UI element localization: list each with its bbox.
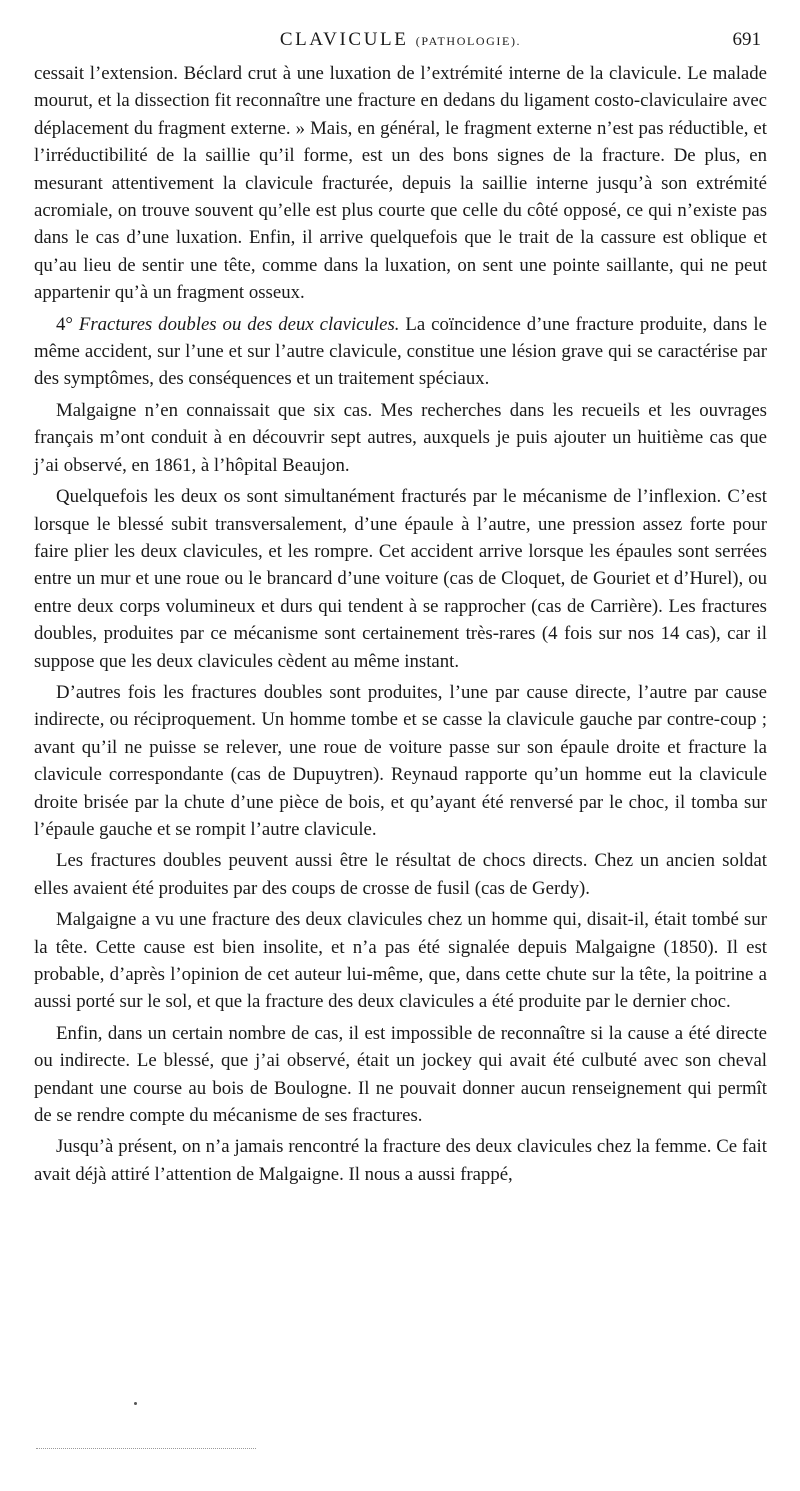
running-title — [34, 28, 767, 53]
section-intro-text: La coïncidence d’une fracture produite, dans le même accident, sur l’une et sur l’autre clavicule, constitue une lésion grave qui se caractérise par des symptômes, des conséquences et un traitement spéciaux. — [34, 313, 767, 390]
paragraph-unknown-cause: Enfin, dans un certain nombre de cas, il est impossible de reconnaître si la cause a été directe ou indirecte. Le blessé, que j’ai observé, était un jockey qui avait été culbuté avec son cheval pendant une course au bois de Boulogne. Il ne pouvait donner aucun renseignement qui permît de se rendre compte du mécanisme de ses fractures. — [34, 1022, 767, 1127]
footer-dotted-rule — [36, 1448, 256, 1449]
section-number: 4° — [56, 313, 73, 335]
print-speck — [134, 1402, 137, 1405]
paragraph-direct-shocks: Les fractures doubles peuvent aussi être le résultat de chocs directs. Chez un ancien soldat elles avaient été produites par des coups de crosse de fusil (cas de Gerdy). — [34, 850, 767, 899]
body-text — [34, 60, 767, 1188]
paragraph-inflexion: Quelquefois les deux os sont simultanément fracturés par le mécanisme de l’inflexion. C’est lorsque le blessé subit transversalement, d’une épaule à l’autre, une pression assez forte pour faire plier les deux clavicules, et les rompre. Cet accident arrive lorsque les épaules sont serrées entre un mur et une roue ou le brancard d’une voiture (cas de Cloquet, de Gouriet et d’Hurel), ou entre deux corps volumineux et durs qui tendent à se rapprocher (cas de Carrière). Les fractures doubles, produites par ce mécanisme sont certainement très-rares (4 fois sur nos 14 cas), car il suppose que les deux clavicules cèdent au même instant. — [34, 486, 767, 672]
paragraph-women: Jusqu’à présent, on n’a jamais rencontré la fracture des deux clavicules chez la femme. Ce fait avait déjà attiré l’attention de Malgaigne. Il nous a aussi frappé, — [34, 1136, 767, 1185]
running-head — [34, 0, 767, 50]
paragraph-double-fractures — [34, 311, 767, 393]
paragraph-malgaigne-cases: Malgaigne n’en connaissait que six cas. Mes recherches dans les recueils et les ouvrages français m’ont conduit à en découvrir sept autres, auxquels je puis ajouter un huitième cas que j’ai observé, en 1861, à l’hôpital Beaujon. — [34, 399, 767, 476]
running-title-subtitle: (PATHOLOGIE). — [415, 34, 522, 48]
paragraph-direct-indirect: D’autres fois les fractures doubles sont produites, l’une par cause directe, l’autre par cause indirecte, ou réciproquement. Un homme tombe et se casse la clavicule gauche par contre-coup ; avant qu’il ne puisse se relever, une roue de voiture passe sur son épaule droite et fracture la clavicule correspondante (cas de Dupuytren). Reynaud rapporte qu’un homme eut la clavicule droite brisée par la chute d’une pièce de bois, et qu’ayant été renversé par le choc, il tomba sur l’épaule gauche et se rompit l’autre clavicule. — [34, 681, 767, 840]
page-number: 691 — [732, 29, 761, 50]
paragraph-continuation: cessait l’extension. Béclard crut à une luxation de l’extrémité interne de la clavicule. Le malade mourut, et la dissection fit reconnaître une fracture en dedans du ligament costo-claviculaire avec déplacement du fragment externe. » Mais, en général, le fragment externe n’est pas réductible, et l’irréductibilité de la saillie qu’il forme, est un des bons signes de la fracture. De plus, en mesurant attentivement la clavicule fracturée, depuis la saillie interne jusqu’à son extrémité acromiale, on trouve souvent qu’elle est plus courte que celle du côté opposé, ce qui n’existe pas dans le cas d’une luxation. Enfin, il arrive quelquefois que le trait de la cassure est oblique et qu’au lieu de sentir une tête, comme dans la luxation, on sent une pointe saillante, qui ne peut appartenir qu’à un fragment osseux. — [34, 63, 767, 304]
paragraph-fall-on-head: Malgaigne a vu une fracture des deux clavicules chez un homme qui, disait-il, était tombé sur la tête. Cette cause est bien insolite, et n’a pas été signalée depuis Malgaigne (1850). Il est probable, d’après l’opinion de cet auteur lui-même, que, dans cette chute sur la tête, la poitrine a aussi porté sur le sol, et que la fracture des deux clavicules a été produite par le dernier choc. — [34, 909, 767, 1013]
section-heading: Fractures doubles ou des deux clavicules. — [78, 313, 400, 335]
running-title-main: CLAVICULE — [279, 29, 409, 50]
